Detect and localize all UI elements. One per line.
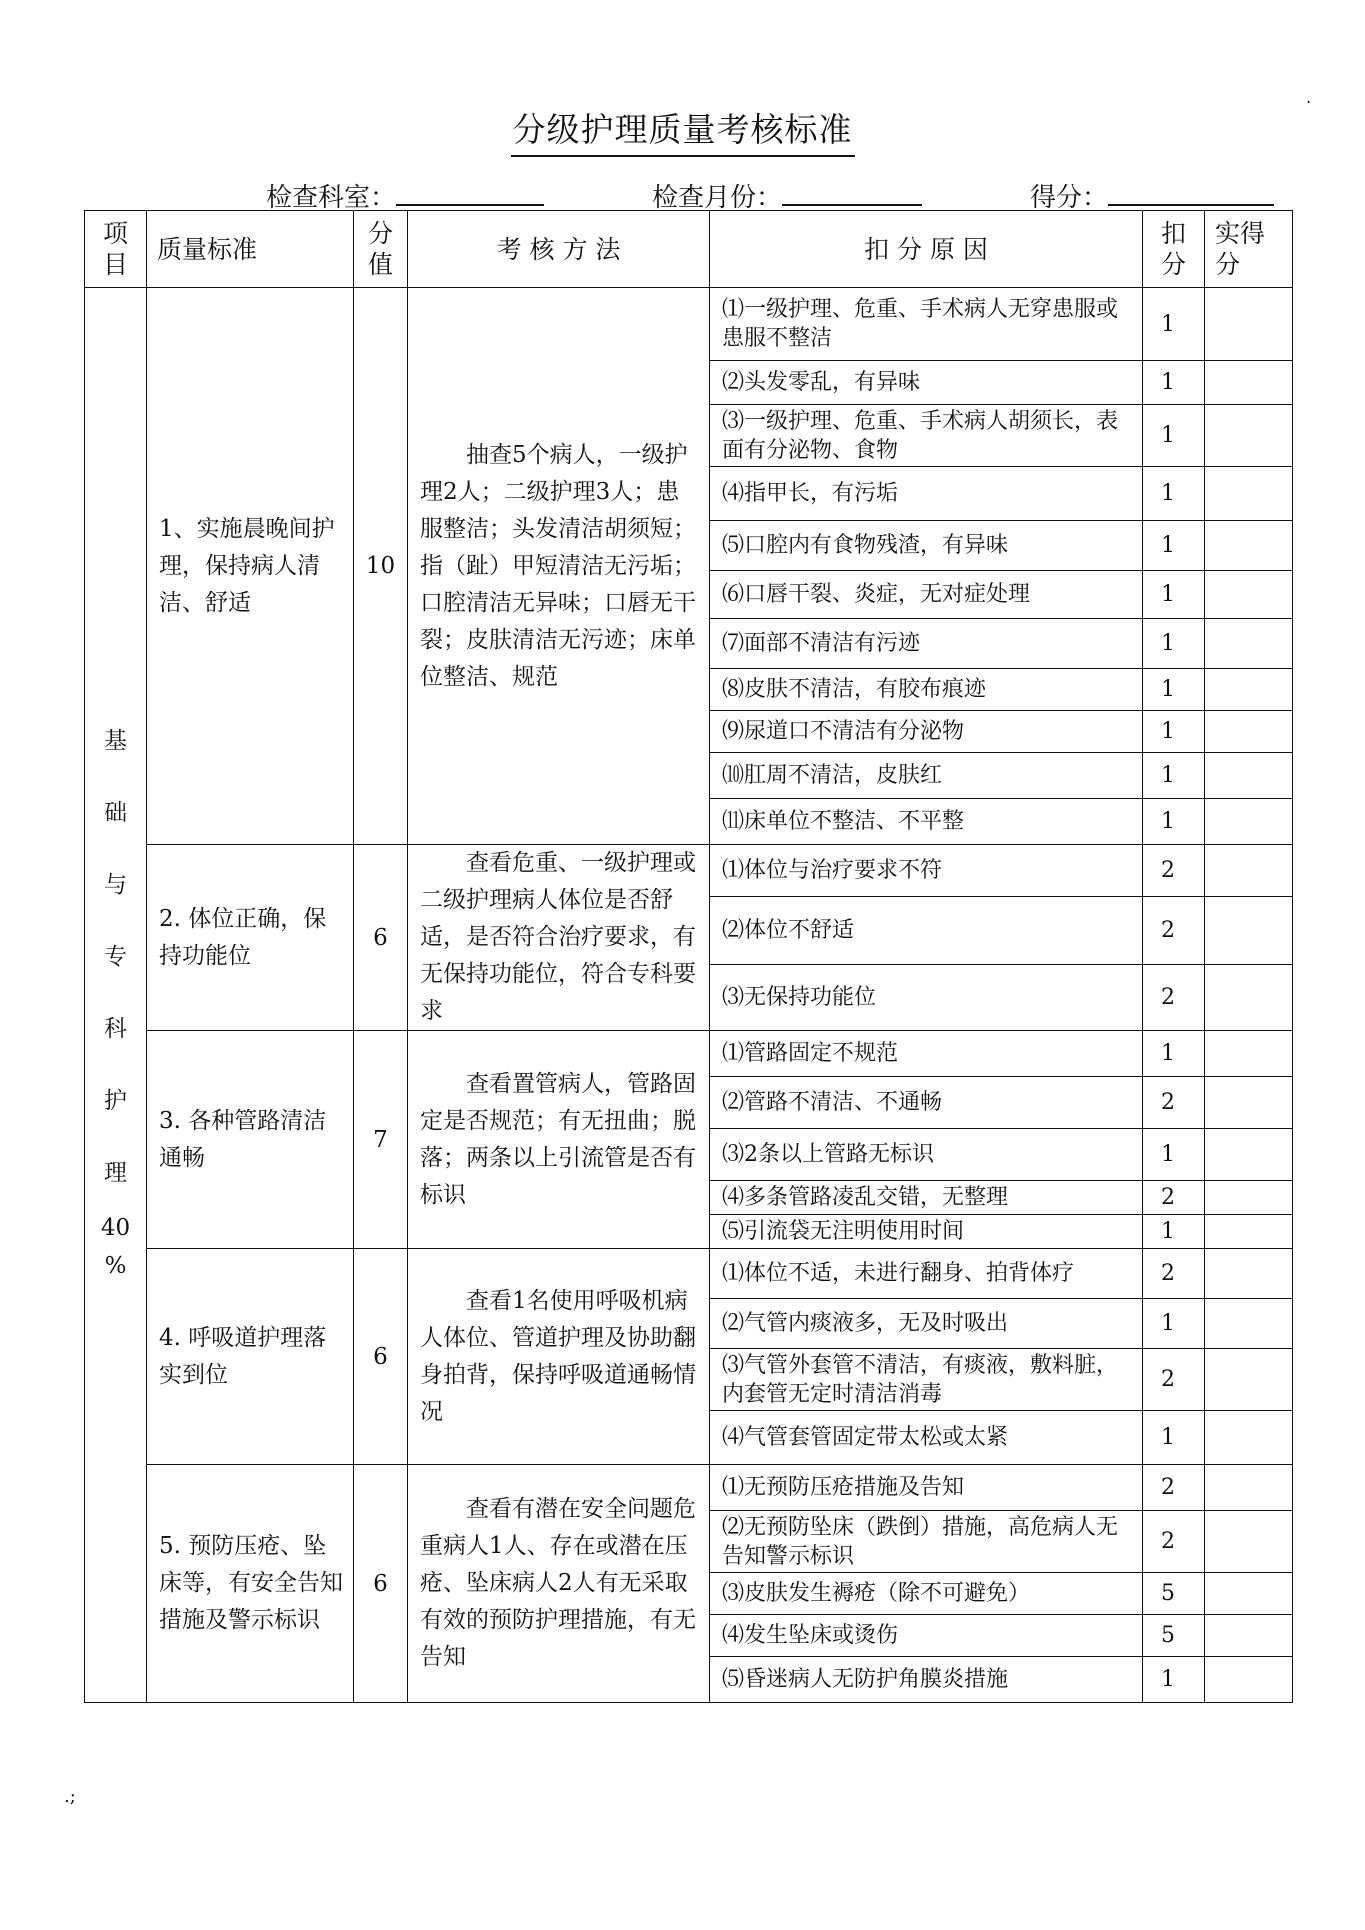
deduction-reason: ⑹口唇干裂、炎症，无对症处理	[710, 571, 1143, 619]
dept-blank[interactable]	[396, 180, 544, 206]
deduction-reason: ⑶无保持功能位	[710, 964, 1143, 1030]
actual-score-cell[interactable]	[1205, 1511, 1293, 1573]
deduction-reason: ⑴一级护理、危重、手术病人无穿患服或患服不整洁	[710, 288, 1143, 361]
deduction-points: 1	[1143, 711, 1205, 753]
deduction-points: 1	[1143, 753, 1205, 799]
actual-score-cell[interactable]	[1205, 467, 1293, 521]
table-row	[85, 1465, 1293, 1511]
deduction-points: 1	[1143, 467, 1205, 521]
deduction-points: 1	[1143, 1299, 1205, 1349]
table-row	[85, 288, 1293, 361]
actual-score-cell[interactable]	[1205, 571, 1293, 619]
deduction-points: 1	[1143, 1031, 1205, 1077]
actual-score-cell[interactable]	[1205, 896, 1293, 964]
actual-score-cell[interactable]	[1205, 1411, 1293, 1465]
col-reason: 扣 分 原 因	[710, 211, 1143, 288]
actual-score-cell[interactable]	[1205, 753, 1293, 799]
deduction-points: 1	[1143, 288, 1205, 361]
deduction-points: 1	[1143, 521, 1205, 571]
deduction-reason: ⑴无预防压疮措施及告知	[710, 1465, 1143, 1511]
quality-standard: 4. 呼吸道护理落实到位	[147, 1249, 354, 1465]
score-value: 6	[354, 1465, 408, 1703]
deduction-points: 2	[1143, 1181, 1205, 1215]
col-score: 分 值	[354, 211, 408, 288]
quality-standard: 5. 预防压疮、坠床等，有安全告知措施及警示标识	[147, 1465, 354, 1703]
score-value: 6	[354, 1249, 408, 1465]
actual-score-cell[interactable]	[1205, 845, 1293, 897]
actual-score-cell[interactable]	[1205, 1249, 1293, 1299]
col-project: 项 目	[85, 211, 147, 288]
project-char: 基	[104, 728, 127, 754]
quality-standard: 1、实施晨晚间护理，保持病人清洁、舒适	[147, 288, 354, 845]
deduction-reason: ⑶一级护理、危重、手术病人胡须长，表面有分泌物、食物	[710, 405, 1143, 467]
deduction-points: 1	[1143, 1657, 1205, 1703]
actual-score-cell[interactable]	[1205, 361, 1293, 405]
col-standard: 质量标准	[147, 211, 354, 288]
assessment-table	[84, 210, 1293, 1703]
deduction-points: 1	[1143, 669, 1205, 711]
project-char: 护	[104, 1088, 127, 1114]
deduction-reason: ⑸口腔内有食物残渣，有异味	[710, 521, 1143, 571]
deduction-points: 1	[1143, 1129, 1205, 1181]
assessment-method: 抽查5个病人，一级护理2人；二级护理3人；患服整洁；头发清洁胡须短；指（趾）甲短清洁无污垢；口腔清洁无异味；口唇无干裂；皮肤清洁无污迹；床单位整洁、规范	[408, 288, 710, 845]
month-field	[652, 177, 922, 214]
actual-score-cell[interactable]	[1205, 711, 1293, 753]
month-label: 检查月份：	[652, 183, 783, 213]
deduction-reason: ⑼尿道口不清洁有分泌物	[710, 711, 1143, 753]
score-value: 7	[354, 1031, 408, 1249]
project-category	[85, 288, 147, 1703]
quality-standard: 2. 体位正确，保持功能位	[147, 845, 354, 1031]
table-row	[85, 1031, 1293, 1077]
month-blank[interactable]	[782, 180, 922, 206]
deduction-reason: ⑷发生坠床或烫伤	[710, 1615, 1143, 1657]
deduction-points: 1	[1143, 799, 1205, 845]
deduction-reason: ⑷指甲长，有污垢	[710, 467, 1143, 521]
actual-score-cell[interactable]	[1205, 1031, 1293, 1077]
deduction-points: 5	[1143, 1573, 1205, 1615]
deduction-reason: ⑵气管内痰液多，无及时吸出	[710, 1299, 1143, 1349]
header-row	[85, 211, 1293, 288]
deduction-reason: ⑷气管套管固定带太松或太紧	[710, 1411, 1143, 1465]
assessment-method: 查看危重、一级护理或二级护理病人体位是否舒适，是否符合治疗要求，有无保持功能位，符合专科要求	[408, 845, 710, 1031]
actual-score-cell[interactable]	[1205, 288, 1293, 361]
actual-score-cell[interactable]	[1205, 1465, 1293, 1511]
assessment-method: 查看有潜在安全问题危重病人1人、存在或潜在压疮、坠床病人2人有无采取有效的预防护理措施，有无告知	[408, 1465, 710, 1703]
deduction-points: 2	[1143, 1349, 1205, 1411]
table-row	[85, 845, 1293, 897]
score-field	[1030, 177, 1274, 214]
deduction-points: 2	[1143, 896, 1205, 964]
actual-score-cell[interactable]	[1205, 1615, 1293, 1657]
actual-score-cell[interactable]	[1205, 521, 1293, 571]
deduction-points: 1	[1143, 1411, 1205, 1465]
deduction-points: 2	[1143, 964, 1205, 1030]
deduction-reason: ⑻皮肤不清洁，有胶布痕迹	[710, 669, 1143, 711]
col-deduct: 扣 分	[1143, 211, 1205, 288]
quality-standard: 3. 各种管路清洁通畅	[147, 1031, 354, 1249]
deduction-points: 2	[1143, 1511, 1205, 1573]
deduction-reason: ⑶2条以上管路无标识	[710, 1129, 1143, 1181]
assessment-method: 查看置管病人，管路固定是否规范；有无扭曲；脱落；两条以上引流管是否有标识	[408, 1031, 710, 1249]
deduction-reason: ⑵管路不清洁、不通畅	[710, 1077, 1143, 1129]
col-method: 考 核 方 法	[408, 211, 710, 288]
deduction-reason: ⑴体位不适，未进行翻身、拍背体疗	[710, 1249, 1143, 1299]
actual-score-cell[interactable]	[1205, 1657, 1293, 1703]
deduction-points: 2	[1143, 1465, 1205, 1511]
deduction-reason: ⑵体位不舒适	[710, 896, 1143, 964]
project-char: 理	[104, 1160, 127, 1186]
deduction-reason: ⑽肛周不清洁，皮肤红	[710, 753, 1143, 799]
corner-mark: .	[1306, 88, 1312, 107]
project-char: %	[104, 1253, 127, 1279]
deduction-reason: ⑴体位与治疗要求不符	[710, 845, 1143, 897]
project-char: 40	[100, 1215, 131, 1241]
deduction-points: 1	[1143, 619, 1205, 669]
actual-score-cell[interactable]	[1205, 799, 1293, 845]
deduction-points: 2	[1143, 1249, 1205, 1299]
deduction-points: 1	[1143, 1215, 1205, 1249]
deduction-reason: ⑸昏迷病人无防护角膜炎措施	[710, 1657, 1143, 1703]
assessment-method: 查看1名使用呼吸机病人体位、管道护理及协助翻身拍背，保持呼吸道通畅情况	[408, 1249, 710, 1465]
deduction-reason: ⑴管路固定不规范	[710, 1031, 1143, 1077]
actual-score-cell[interactable]	[1205, 1129, 1293, 1181]
actual-score-cell[interactable]	[1205, 1077, 1293, 1129]
project-char: 础	[104, 800, 127, 826]
deduction-reason: ⑾床单位不整洁、不平整	[710, 799, 1143, 845]
actual-score-cell[interactable]	[1205, 1181, 1293, 1215]
deduction-reason: ⑺面部不清洁有污迹	[710, 619, 1143, 669]
deduction-reason: ⑶皮肤发生褥疮（除不可避免）	[710, 1573, 1143, 1615]
score-label: 得分：	[1030, 183, 1109, 213]
deduction-points: 1	[1143, 405, 1205, 467]
col-actual: 实得 分	[1205, 211, 1293, 288]
actual-score-cell[interactable]	[1205, 1215, 1293, 1249]
deduction-points: 1	[1143, 361, 1205, 405]
score-value: 10	[354, 288, 408, 845]
score-blank[interactable]	[1108, 180, 1274, 206]
deduction-reason: ⑶气管外套管不清洁，有痰液，敷料脏，内套管无定时清洁消毒	[710, 1349, 1143, 1411]
dept-label: 检查科室：	[266, 183, 397, 213]
deduction-reason: ⑸引流袋无注明使用时间	[710, 1215, 1143, 1249]
deduction-points: 2	[1143, 1077, 1205, 1129]
bottom-mark: .;	[64, 1786, 76, 1807]
actual-score-cell[interactable]	[1205, 1349, 1293, 1411]
score-value: 6	[354, 845, 408, 1031]
deduction-points: 2	[1143, 845, 1205, 897]
actual-score-cell[interactable]	[1205, 1299, 1293, 1349]
page-title	[0, 104, 1365, 151]
project-char: 科	[104, 1016, 127, 1042]
deduction-reason: ⑷多条管路凌乱交错，无整理	[710, 1181, 1143, 1215]
project-char: 专	[104, 944, 127, 970]
deduction-reason: ⑵无预防坠床（跌倒）措施，高危病人无告知警示标识	[710, 1511, 1143, 1573]
deduction-points: 5	[1143, 1615, 1205, 1657]
actual-score-cell[interactable]	[1205, 669, 1293, 711]
actual-score-cell[interactable]	[1205, 964, 1293, 1030]
actual-score-cell[interactable]	[1205, 619, 1293, 669]
deduction-points: 1	[1143, 571, 1205, 619]
title-text: 分级护理质量考核标准	[511, 110, 855, 157]
table-row	[85, 1249, 1293, 1299]
deduction-reason: ⑵头发零乱，有异味	[710, 361, 1143, 405]
actual-score-cell[interactable]	[1205, 1573, 1293, 1615]
dept-field	[266, 177, 544, 214]
project-char: 与	[104, 872, 127, 898]
actual-score-cell[interactable]	[1205, 405, 1293, 467]
